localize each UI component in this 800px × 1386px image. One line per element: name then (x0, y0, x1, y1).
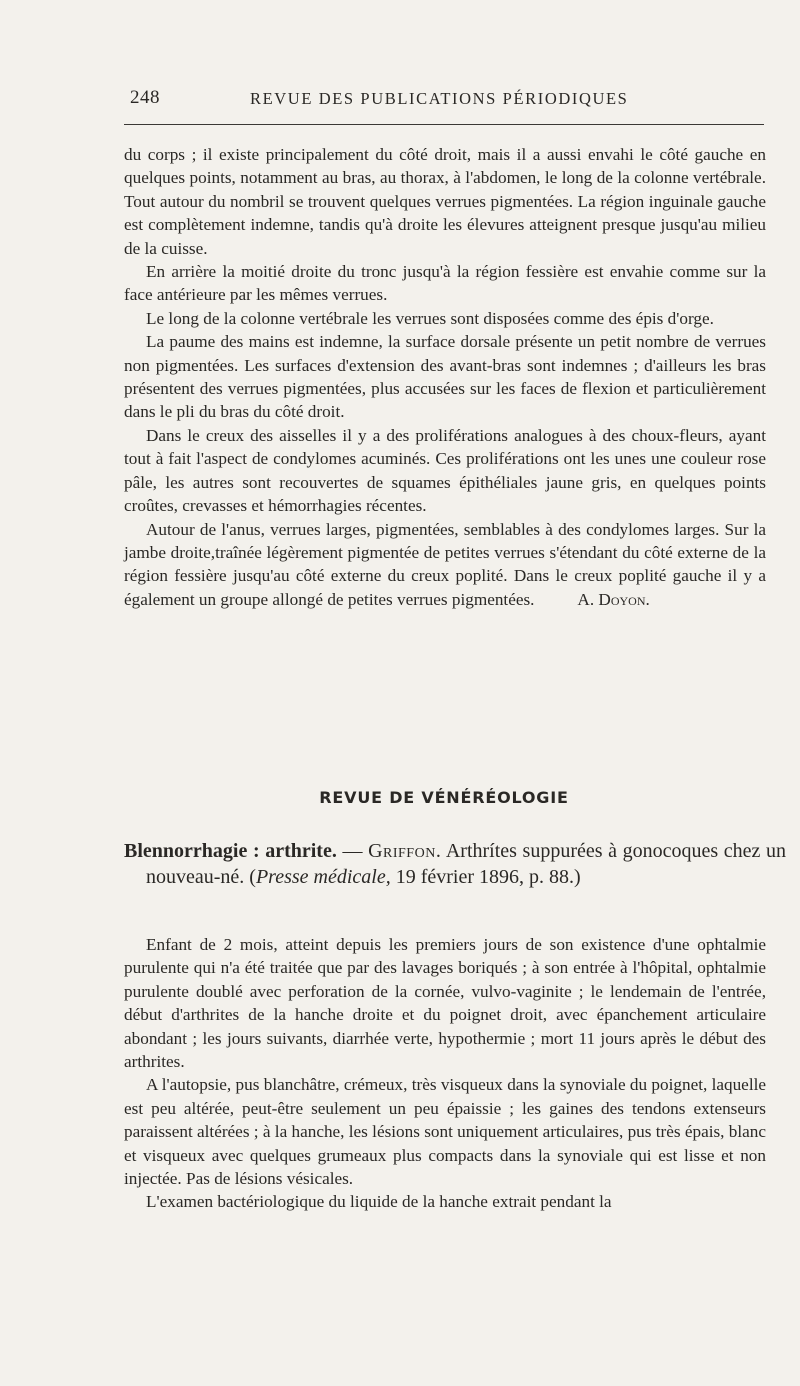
header-rule (124, 124, 764, 125)
article-heading (124, 838, 786, 890)
paragraph: A l'autopsie, pus blanchâtre, crémeux, très visqueux dans la synoviale du poignet, laquelle est peu altérée, peut-être seulement un peu épaissie ; les gaines des tendons extenseurs paraissent altérées ; à la hanche, les lésions sont uniquement articulaires, pus très épais, blanc et visqueux avec quelques grumeaux plus compacts dans la synoviale qui est lisse et non injectée. Pas de lésions vésicales. (124, 1075, 766, 1189)
section-title: REVUE DE VÉNÉRÉOLOGIE (319, 788, 569, 807)
page-number: 248 (130, 87, 160, 108)
page-header (124, 87, 764, 111)
journal-name: Presse médicale, (255, 866, 391, 888)
article-author: Griffon. (368, 840, 442, 862)
top-section-text (124, 143, 766, 611)
paragraph-with-signature (124, 518, 766, 612)
article-dash: — (336, 840, 369, 862)
paragraph: En arrière la moitié droite du tronc jusqu'à la région fessière est envahie comme sur la face antérieure par les mêmes verrues. (124, 262, 766, 305)
paragraph-text: Autour de l'anus, verrues larges, pigmentées, semblables à des condylomes larges. Sur la jambe droite,traînée légèrement pigmentée de petites verrues s'étendant du côté externe de la région fessière jusqu'au côté externe du creux poplité. Dans le creux poplité gauche il y a également un groupe allongé de petites verrues pigmentées. (124, 519, 766, 609)
article-title: Arthrítes suppurées à gonocoques chez un nouveau-né. ( (146, 840, 787, 888)
article-subject: Blennorrhagie : arthrite. (124, 840, 337, 862)
paragraph: La paume des mains est indemne, la surface dorsale présente un petit nombre de verrues non pigmentées. Les surfaces d'extension des avant-bras sont indemnes ; d'ailleurs les bras présentent des verrues pigmentées, plus accusées sur les faces de flexion et particulièrement dans le pli du bras du côté droit. (124, 332, 766, 422)
paragraph: Dans le creux des aisselles il y a des proliférations analogues à des choux-fleurs, ayant tout à fait l'aspect de condylomes acuminés. Ces proliférations ont les unes une couleur rose pâle, les autres sont recouvertes de squames épithéliales jaune gris, en quelques points croûtes, crevasses et hémorrhagies récentes. (124, 425, 766, 516)
citation: 19 février 1896, p. 88.) (390, 866, 581, 888)
paragraph: Enfant de 2 mois, atteint depuis les premiers jours de son existence d'une ophtalmie purulente qui n'a été traitée que par des lavages boriqués ; à son entrée à l'hôpital, ophtalmie purulente doublé avec perforation de la cornée, vulvo-vaginite ; le lendemain de l'entrée, début d'arthrites de la hanche droite et du poignet droit, avec épanchement articulaire abondant ; les jours suivants, diarrhée verte, hypothermie ; mort 11 jours après le début des arthrites. (124, 935, 766, 1072)
signature: A. Doyon. (577, 589, 650, 609)
paragraph: Le long de la colonne vertébrale les verrues sont disposées comme des épis d'orge. (146, 308, 714, 328)
article-body (124, 933, 766, 1214)
paragraph: du corps ; il existe principalement du côté droit, mais il a aussi envahi le côté gauche en quelques points, notamment au bras, au thorax, à l'abdomen, le long de la colonne vertébrale. Tout autour du nombril se trouvent quelques verrues pigmentées. La région inguinale gauche est complètement indemne, tandis qu'à droite les élevures atteignent presque jusqu'au milieu de la cuisse. (124, 145, 766, 258)
paragraph: L'examen bactériologique du liquide de la hanche extrait pendant la (146, 1192, 612, 1212)
running-title: REVUE DES PUBLICATIONS PÉRIODIQUES (250, 89, 629, 108)
